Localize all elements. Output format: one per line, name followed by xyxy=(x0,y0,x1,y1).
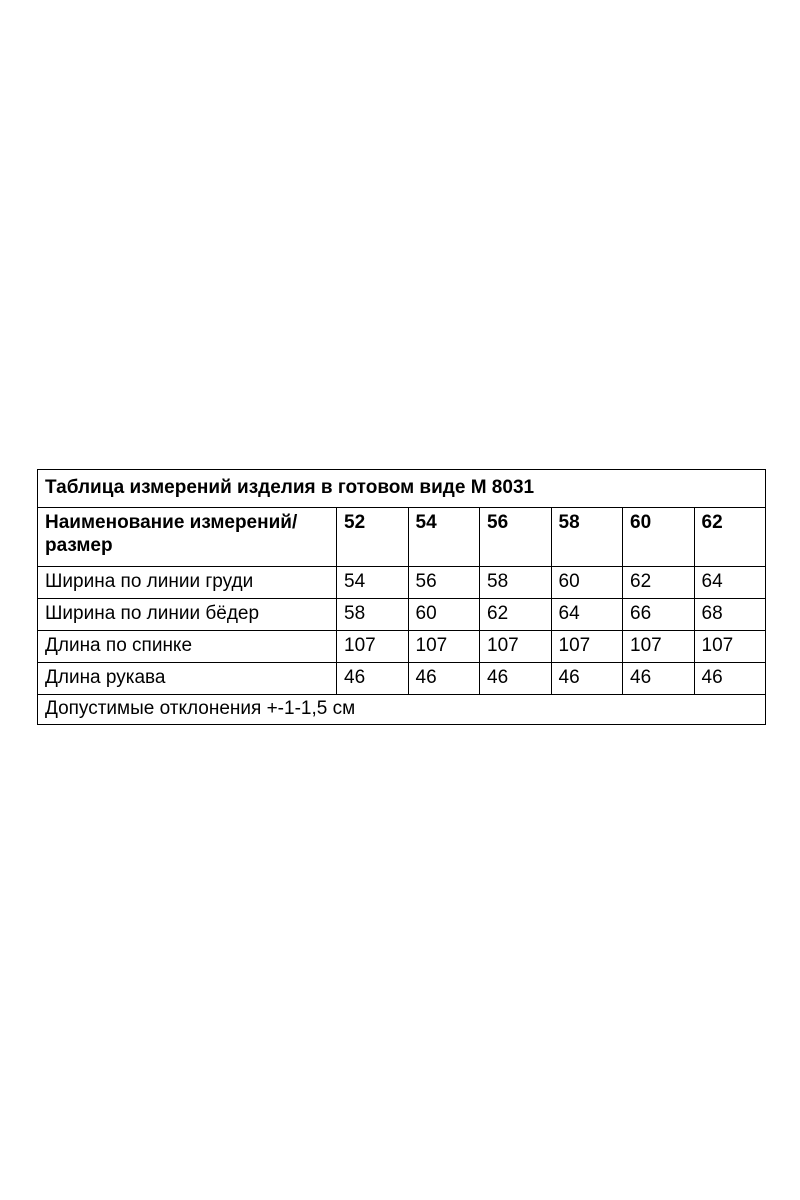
size-header: 52 xyxy=(337,508,409,567)
table-cell: 107 xyxy=(623,631,695,663)
table-cell: 46 xyxy=(480,663,552,695)
table-cell: 46 xyxy=(694,663,766,695)
table-cell: 56 xyxy=(408,567,480,599)
table-cell: 46 xyxy=(623,663,695,695)
title-row xyxy=(38,470,766,508)
table-cell: 62 xyxy=(623,567,695,599)
size-header: 62 xyxy=(694,508,766,567)
table-cell: 62 xyxy=(480,599,552,631)
size-header: 54 xyxy=(408,508,480,567)
row-label: Длина рукава xyxy=(38,663,337,695)
row-label: Ширина по линии груди xyxy=(38,567,337,599)
table-cell: 64 xyxy=(694,567,766,599)
table-cell: 60 xyxy=(551,567,623,599)
table-cell: 64 xyxy=(551,599,623,631)
row-label: Ширина по линии бёдер xyxy=(38,599,337,631)
table-cell: 107 xyxy=(337,631,409,663)
header-row xyxy=(38,508,766,567)
table-cell: 107 xyxy=(480,631,552,663)
table-title: Таблица измерений изделия в готовом виде М 8031 xyxy=(38,470,766,508)
table-cell: 58 xyxy=(337,599,409,631)
table-cell: 54 xyxy=(337,567,409,599)
footer-row xyxy=(38,695,766,725)
header-label: Наименование измерений/размер xyxy=(38,508,337,567)
table-cell: 46 xyxy=(337,663,409,695)
table-cell: 68 xyxy=(694,599,766,631)
size-header: 58 xyxy=(551,508,623,567)
table-row xyxy=(38,567,766,599)
tolerance-note: Допустимые отклонения +-1-1,5 см xyxy=(38,695,766,725)
table-cell: 107 xyxy=(408,631,480,663)
table-row xyxy=(38,599,766,631)
table-cell: 107 xyxy=(694,631,766,663)
table-cell: 46 xyxy=(408,663,480,695)
table-cell: 60 xyxy=(408,599,480,631)
size-header: 56 xyxy=(480,508,552,567)
table-cell: 58 xyxy=(480,567,552,599)
table-row xyxy=(38,663,766,695)
row-label: Длина по спинке xyxy=(38,631,337,663)
table-cell: 107 xyxy=(551,631,623,663)
size-header: 60 xyxy=(623,508,695,567)
table-cell: 66 xyxy=(623,599,695,631)
table-row xyxy=(38,631,766,663)
measurement-table xyxy=(37,469,766,725)
table-cell: 46 xyxy=(551,663,623,695)
